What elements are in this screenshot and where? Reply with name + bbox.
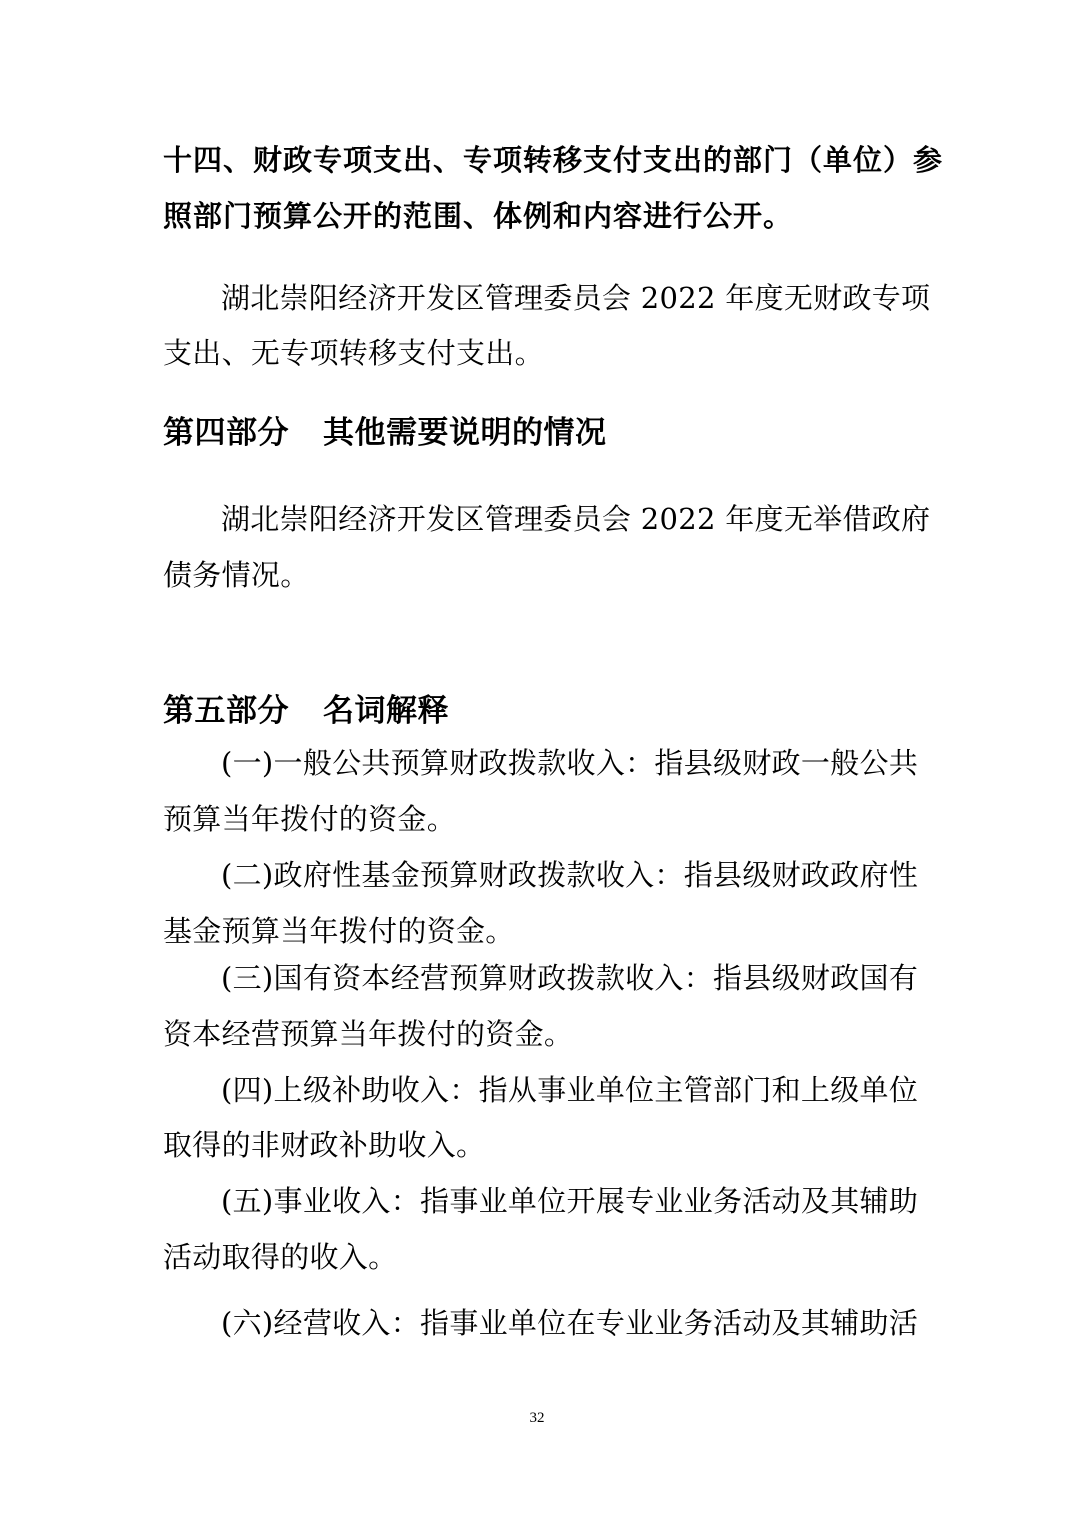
definition-item-1-line2: 预算当年拨付的资金。 xyxy=(163,802,457,836)
section14-body-line1: 湖北崇阳经济开发区管理委员会 2022 年度无财政专项 xyxy=(221,281,931,315)
definition-item-4-line2: 取得的非财政补助收入。 xyxy=(163,1128,486,1162)
definition-item-2-line1: (二)政府性基金预算财政拨款收入：指县级财政政府性 xyxy=(221,858,919,892)
part4-body-line2: 债务情况。 xyxy=(163,558,310,592)
part4-title: 其他需要说明的情况 xyxy=(323,415,607,451)
part4-label: 第四部分 xyxy=(163,415,289,451)
part5-title: 名词解释 xyxy=(323,693,449,729)
page-number: 32 xyxy=(529,1410,545,1426)
definition-item-1-line1: (一)一般公共预算财政拨款收入：指县级财政一般公共 xyxy=(221,746,919,780)
section14-title-line1: 十四、财政专项支出、专项转移支付支出的部门（单位）参 xyxy=(163,143,944,177)
definition-item-3-line2: 资本经营预算当年拨付的资金。 xyxy=(163,1017,574,1051)
section14-body-line2: 支出、无专项转移支付支出。 xyxy=(163,336,544,370)
part4-heading xyxy=(163,415,915,451)
definition-item-2-line2: 基金预算当年拨付的资金。 xyxy=(163,914,515,948)
definition-item-3-line1: (三)国有资本经营预算财政拨款收入：指县级财政国有 xyxy=(221,961,919,995)
part5-heading xyxy=(163,693,915,729)
part5-label: 第五部分 xyxy=(163,693,289,729)
part4-body-line1: 湖北崇阳经济开发区管理委员会 2022 年度无举借政府 xyxy=(221,502,931,536)
section14-title-line2: 照部门预算公开的范围、体例和内容进行公开。 xyxy=(163,199,794,233)
definition-item-5-line2: 活动取得的收入。 xyxy=(163,1240,398,1274)
definition-item-4-line1: (四)上级补助收入：指从事业单位主管部门和上级单位 xyxy=(221,1073,919,1107)
definition-item-6-line1: (六)经营收入：指事业单位在专业业务活动及其辅助活 xyxy=(221,1306,919,1340)
definition-item-5-line1: (五)事业收入：指事业单位开展专业业务活动及其辅助 xyxy=(221,1184,919,1218)
